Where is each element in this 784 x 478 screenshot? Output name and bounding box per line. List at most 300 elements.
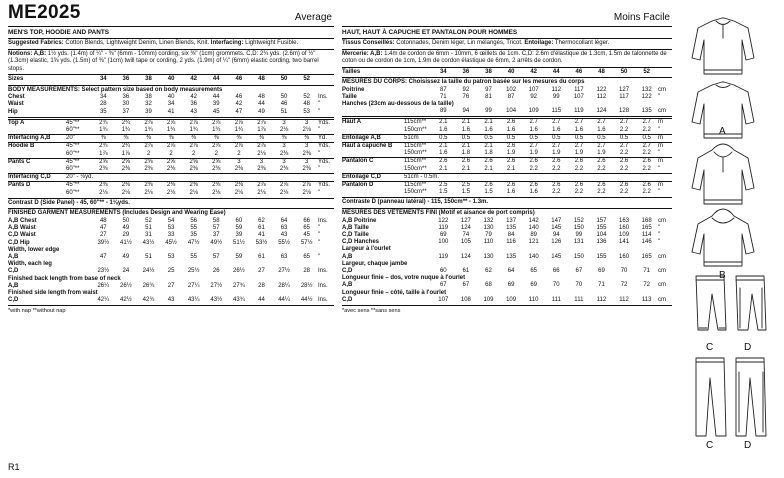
table-row [8, 109, 334, 116]
value-cell: 87 [507, 93, 515, 100]
row-label: C,D [8, 268, 19, 275]
value-cell: 49 [122, 225, 130, 232]
value-cell: 2.2 [574, 189, 584, 196]
table-row [342, 254, 672, 261]
value-cell: 165 [641, 224, 652, 231]
value-cell: 2⅜ [228, 182, 251, 190]
value-cell: 2.6 [613, 182, 636, 190]
value-cell: 130 [483, 224, 494, 231]
value-cell: ⅜ [228, 135, 251, 143]
row-label: C,D Taille [342, 232, 369, 239]
value-cell: 2⅝ [182, 158, 205, 166]
unit-cell [318, 276, 334, 283]
value-cell: 34 [99, 94, 107, 101]
value-cell: 92 [530, 93, 538, 100]
value-cell: 109 [528, 108, 539, 115]
value-cell: 89 [530, 232, 538, 239]
row-label [342, 166, 404, 174]
divider [342, 67, 672, 68]
value-cell: 41½ [120, 239, 132, 246]
value-cell [568, 173, 591, 181]
divider [8, 117, 334, 118]
contrast-note-fr: Contraste D (panneau latéral) - 115, 150cm** - 1.3m. [342, 199, 489, 206]
value-cell: 57 [212, 254, 220, 261]
unit-cell: Yds. [318, 143, 334, 151]
value-cell: 110 [483, 239, 494, 246]
value-cell: 160 [619, 253, 630, 260]
en-yardage-table [8, 119, 334, 197]
view-label-a: A [719, 126, 726, 137]
hoodie-b-back-drawing [692, 209, 754, 266]
value-cell: 3 [295, 143, 318, 151]
value-cell: 50 [122, 218, 130, 224]
value-cell: 2.2 [619, 126, 629, 133]
value-cell: 2⅞ [228, 119, 251, 127]
unit-cell: " [318, 150, 321, 157]
value-cell [590, 290, 613, 297]
value-cell: 157 [596, 217, 607, 224]
value-cell: 104 [596, 232, 607, 239]
value-cell: 2¾ [115, 143, 138, 151]
value-cell: 1.6 [439, 150, 448, 157]
value-cell [590, 261, 613, 268]
value-cell: 27½ [210, 282, 223, 289]
value-cell: 2⅜ [205, 182, 228, 190]
value-cell [500, 246, 523, 253]
value-cell: 2⅞ [250, 182, 273, 190]
en-body-table [8, 94, 334, 116]
value-cell: 2⅞ [182, 119, 205, 127]
value-cell: 68 [485, 282, 492, 289]
value-cell [635, 173, 658, 181]
interfacing-text-fr: Thermocollant léger. [553, 40, 610, 46]
value-cell: 105 [460, 239, 471, 246]
value-cell: 1⅞ [121, 150, 131, 157]
value-cell: 28½ [300, 282, 313, 289]
value-cell: 2.6 [432, 158, 455, 166]
value-cell: 1.9 [506, 150, 516, 157]
value-cell: 155 [596, 253, 607, 260]
value-cell: 67 [575, 268, 583, 275]
row-label: Hip [8, 108, 18, 115]
value-cell: 155 [596, 224, 607, 231]
value-cell [228, 290, 251, 297]
value-cell: 1¾ [121, 126, 131, 133]
value-cell: 2.6 [500, 143, 523, 151]
row-label: Hoodie B [8, 143, 66, 151]
value-cell: 59 [235, 225, 243, 232]
value-cell: ⅜ [182, 135, 205, 143]
value-cell: 145 [551, 224, 562, 231]
table-row [8, 268, 334, 275]
value-cell: 61 [258, 225, 265, 232]
value-cell [545, 261, 568, 268]
value-cell: 48 [303, 101, 311, 108]
table-row [8, 218, 334, 225]
table-row [342, 246, 672, 253]
value-cell: 64 [507, 268, 515, 275]
table-row [8, 283, 334, 290]
value-cell: 2⅜ [279, 150, 289, 157]
value-cell [455, 261, 478, 268]
fabric-width [404, 239, 432, 246]
size-cell: 34 [99, 76, 107, 83]
value-cell: 1.6 [506, 126, 516, 133]
value-cell: 136 [596, 239, 607, 246]
value-cell: 102 [506, 86, 517, 93]
fabric-width [404, 297, 432, 304]
fabric-width: 115cm** [404, 158, 432, 166]
value-cell [182, 290, 205, 297]
value-cell [182, 174, 205, 182]
value-cell: 41 [258, 232, 265, 239]
value-cell [432, 261, 455, 268]
value-cell: 163 [619, 217, 630, 224]
value-cell [590, 173, 613, 181]
value-cell: 92 [462, 86, 470, 93]
finished-measurements-title-fr: MESURES DES VÊTEMENTS FINI (Motif et aisance de port compris) [342, 210, 535, 217]
unit-cell: " [658, 150, 661, 157]
divider [342, 77, 672, 78]
value-cell: 1.6 [597, 126, 606, 133]
hoodie-b-drawing [692, 144, 754, 204]
row-label: Longueur finie – côté, taille à l'ourlet [342, 289, 447, 296]
divider [8, 85, 334, 86]
table-row [342, 225, 672, 232]
value-cell: 2.6 [477, 182, 500, 190]
row-label [8, 127, 66, 135]
value-cell: 60 [235, 218, 243, 224]
value-cell: 39 [235, 232, 243, 239]
sizes-row [342, 69, 672, 76]
value-cell: 94 [462, 108, 470, 115]
value-cell: 107 [573, 93, 584, 100]
table-row [342, 218, 672, 225]
table-row [342, 239, 672, 246]
fabric-width: 20" [66, 135, 92, 143]
value-cell: 2⅝ [205, 158, 228, 166]
value-cell [455, 173, 478, 181]
fabrics-label: Suggested Fabrics: [8, 40, 64, 46]
value-cell: 2.2 [642, 165, 651, 172]
value-cell: 104 [506, 108, 517, 115]
value-cell [250, 276, 273, 283]
size-cell: 52 [303, 76, 311, 83]
row-label: Interfacing C,D [8, 174, 66, 182]
row-label: Pants C [8, 158, 66, 166]
fabric-width: 150cm** [404, 165, 427, 172]
value-cell: 109 [506, 296, 517, 303]
value-cell: 2.2 [642, 189, 651, 196]
value-cell: 0.5 [635, 134, 658, 142]
table-row [342, 275, 672, 282]
size-cell: 52 [643, 68, 651, 75]
value-cell [635, 275, 658, 282]
fabric-width: 51cm - 0.5m. [404, 173, 440, 180]
value-cell: 145 [551, 253, 562, 260]
value-cell: 107 [438, 296, 449, 303]
value-cell: 0.5 [590, 134, 613, 142]
english-header [8, 2, 334, 27]
value-cell: 2⅜ [212, 166, 221, 172]
divider [8, 38, 334, 39]
unit-cell: " [318, 101, 321, 108]
row-label [342, 150, 404, 158]
value-cell: 3 [228, 158, 251, 166]
row-label: Pantalon C [342, 158, 404, 166]
value-cell: 45 [212, 108, 220, 115]
value-cell: 165 [641, 253, 652, 260]
value-cell: 49 [122, 254, 130, 261]
table-row [8, 174, 334, 182]
value-cell: 1⅞ [257, 126, 266, 133]
value-cell: 2⅞ [295, 182, 318, 190]
unit-cell: " [658, 224, 661, 231]
value-cell [545, 275, 568, 282]
value-cell [500, 101, 523, 108]
value-cell: 42 [235, 101, 243, 108]
value-cell [568, 261, 591, 268]
size-cell: 46 [235, 76, 243, 83]
size-cell: 48 [598, 68, 605, 75]
value-cell [160, 276, 183, 283]
row-label [8, 190, 66, 197]
value-cell: 2⅛ [279, 189, 289, 196]
value-cell [273, 290, 296, 297]
fabrics-text-fr: Cotonnades, Denim léger, Lin mélangés, Tricot. [394, 40, 525, 46]
value-cell: 2.2 [552, 165, 561, 172]
value-cell: 43 [167, 297, 175, 304]
value-cell: 2.7 [568, 143, 591, 151]
value-cell: 36 [190, 101, 198, 108]
value-cell: 27 [99, 232, 107, 239]
table-row [8, 143, 334, 151]
value-cell: 51 [145, 225, 152, 232]
value-cell: 135 [506, 253, 517, 260]
value-cell: 2⅝ [115, 158, 138, 166]
row-label: Entoilage A,B [342, 134, 404, 142]
divider [8, 49, 334, 50]
body-measurements-title: BODY MEASUREMENTS: Select pattern size based on body measurements [8, 86, 223, 93]
value-cell: 63 [280, 225, 288, 232]
value-cell: 109 [619, 232, 630, 239]
unit-cell: " [318, 189, 321, 196]
nap-footnote: *with nap **without nap [8, 308, 66, 315]
value-cell: 2.6 [635, 182, 658, 190]
size-cell: 38 [145, 76, 152, 83]
value-cell [92, 247, 115, 254]
value-cell: 1¾ [234, 126, 244, 133]
value-cell: 2⅜ [257, 166, 266, 172]
notions-text-fr: 1.4m de cordon de 6mm - 10mm, 6 œillets de 1cm. C,D: 2.6m d'élastique de 1.3cm, 1.5m de talonnette de coton ou de cordon de 1cm, 1.9m de cordon élastique de 6mm, 2 arrêts de cordon. [342, 50, 667, 65]
en-finished-table [8, 218, 334, 304]
value-cell: 66 [552, 268, 560, 275]
value-cell [273, 174, 296, 182]
value-cell: 47 [99, 254, 107, 261]
value-cell: 2⅜ [302, 166, 311, 172]
unit-cell: Yds. [318, 182, 334, 190]
value-cell: 52 [145, 218, 152, 224]
value-cell: 168 [641, 217, 652, 224]
value-cell: 66 [303, 218, 311, 224]
value-cell [115, 174, 138, 182]
row-label: Pantalon D [342, 182, 404, 190]
value-cell: 42¼ [97, 297, 110, 304]
notions-label: Notions: A,B: [8, 50, 47, 57]
divider [8, 198, 334, 199]
fabrics-label-fr: Tissus Conseillés: [342, 40, 395, 46]
fabrics-text: Cotton Blends, Lightweight Denim, Linen Blends, Knit. [63, 40, 211, 46]
unit-cell: Yds. [318, 119, 334, 127]
unit-cell: m [658, 143, 672, 151]
sizes-label: Tailles [342, 68, 361, 75]
value-cell: 69 [598, 268, 605, 275]
value-cell: 3 [273, 158, 296, 166]
interfacing-label: Interfacing: [210, 40, 244, 46]
row-label: Longueur finie – dos, votre nuque à l'ourlet [342, 275, 466, 282]
row-label: A,B [8, 282, 19, 289]
value-cell [295, 261, 318, 268]
fabric-width: 45"** [66, 119, 92, 127]
value-cell: 111 [574, 296, 584, 303]
unit-cell: cm [658, 282, 666, 289]
value-cell: 27 [167, 282, 175, 289]
fabric-width [404, 254, 432, 261]
value-cell: 2.6 [635, 158, 658, 166]
notions-label-fr: Mercerie: A,B: [342, 50, 383, 57]
value-cell: 2.2 [574, 165, 584, 172]
value-cell: 2.2 [642, 126, 651, 133]
value-cell: 72 [620, 282, 628, 289]
value-cell: 99 [575, 232, 583, 239]
fabric-width [66, 254, 92, 261]
table-row [8, 276, 334, 283]
value-cell: 2⅞ [250, 119, 273, 127]
value-cell: 119 [438, 253, 449, 260]
value-cell: 2⅜ [189, 166, 198, 172]
body-measurements-title-fr: MESURES DU CORPS: Choisissez la taille du patron basée sur les mesures du corps [342, 78, 585, 85]
value-cell: 2⅛ [121, 189, 131, 196]
value-cell [522, 173, 545, 181]
value-cell: 53 [167, 254, 175, 261]
value-cell: 1.9 [597, 150, 606, 157]
divider [342, 208, 672, 209]
value-cell: 62 [485, 268, 492, 275]
value-cell [500, 290, 523, 297]
value-cell: 2⅛ [257, 189, 266, 196]
value-cell: 2.1 [477, 143, 500, 151]
value-cell: 2.1 [455, 119, 478, 127]
fabric-width: 60"** [66, 189, 80, 196]
value-cell: 1.9 [552, 150, 561, 157]
value-cell: 37 [212, 232, 220, 239]
fabric-width [404, 268, 432, 275]
value-cell: 2¾ [92, 143, 115, 151]
value-cell: 108 [460, 296, 471, 303]
value-cell: 29 [122, 232, 130, 239]
value-cell: 2.6 [522, 158, 545, 166]
value-cell [250, 247, 273, 254]
value-cell: 48 [99, 218, 107, 224]
value-cell: 2⅜ [166, 166, 176, 172]
value-cell: 2⅞ [160, 119, 183, 127]
table-row [342, 232, 672, 239]
value-cell: 112 [619, 296, 629, 303]
value-cell: 2⅜ [182, 182, 205, 190]
value-cell: 111 [551, 296, 561, 303]
value-cell: 34 [167, 101, 175, 108]
value-cell: 128 [619, 108, 630, 115]
table-row [342, 290, 672, 297]
fabric-width: 150cm** [404, 150, 427, 157]
row-label [342, 108, 404, 115]
value-cell [613, 261, 636, 268]
unit-cell [658, 275, 672, 282]
value-cell: 32 [145, 101, 152, 108]
size-cell: 50 [620, 68, 628, 75]
unit-cell: Yds. [318, 158, 334, 166]
value-cell: 62 [258, 218, 265, 224]
value-cell [295, 276, 318, 283]
table-row [8, 297, 334, 304]
table-row [8, 232, 334, 239]
value-cell: 51 [280, 108, 288, 115]
unit-cell: " [658, 93, 661, 100]
value-cell: 2⅛ [144, 189, 153, 196]
value-cell: 99 [552, 93, 560, 100]
value-cell: 112 [551, 86, 562, 93]
table-row [342, 268, 672, 275]
size-cell: 40 [507, 68, 515, 75]
row-label: Haut A [342, 119, 404, 127]
value-cell: 64 [280, 218, 288, 224]
value-cell: 2.6 [545, 158, 568, 166]
value-cell [477, 261, 500, 268]
value-cell: 43 [190, 108, 198, 115]
value-cell: 3 [295, 158, 318, 166]
value-cell: 0.5 [613, 134, 636, 142]
value-cell: 3 [273, 143, 296, 151]
unit-cell: m [658, 158, 672, 166]
fabric-width [66, 225, 92, 232]
value-cell [522, 275, 545, 282]
value-cell: 150 [573, 253, 584, 260]
value-cell: 2.6 [455, 158, 478, 166]
value-cell [273, 247, 296, 254]
value-cell [137, 174, 160, 182]
value-cell: 127 [619, 86, 630, 93]
value-cell: 2⅛ [189, 189, 198, 196]
value-cell: 27¼ [187, 282, 200, 289]
english-column [8, 2, 334, 315]
row-label: C,D Hip [8, 239, 30, 246]
sizes-label: Sizes [8, 76, 24, 83]
value-cell: 53 [303, 108, 311, 115]
value-cell: 35 [190, 232, 198, 239]
row-label: C,D [8, 297, 19, 304]
unit-cell: Ins. [318, 268, 328, 275]
row-label: A,B Taille [342, 224, 369, 231]
value-cell: 27½ [278, 268, 290, 275]
value-cell: 2⅝ [92, 158, 115, 166]
value-cell: 2.2 [619, 189, 629, 196]
value-cell: 28 [258, 282, 265, 289]
value-cell: 135 [641, 108, 652, 115]
row-label: Poitrine [342, 86, 365, 93]
fabric-width: 51cm [404, 134, 432, 142]
table-row [342, 261, 672, 268]
value-cell: 71 [598, 282, 605, 289]
